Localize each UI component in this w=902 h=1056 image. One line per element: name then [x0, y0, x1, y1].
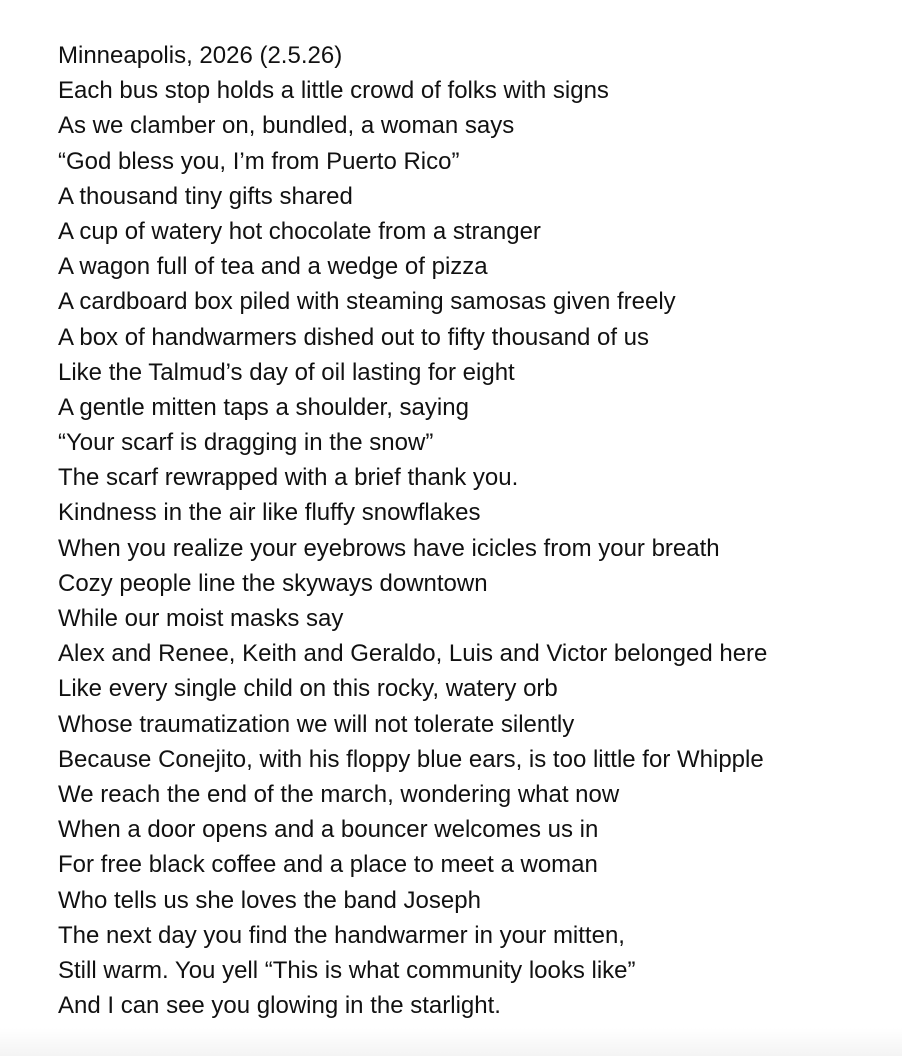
- poem-line-19: Whose traumatization we will not tolerate silently: [58, 710, 575, 738]
- poem-line-17: Alex and Renee, Keith and Geraldo, Luis and Victor belonged here: [58, 640, 768, 668]
- poem-line-16: While our moist masks say: [58, 605, 344, 632]
- poem-line-8: A box of handwarmers dished out to fifty thousand of us: [58, 323, 650, 351]
- poem-line-20: Because Conejito, with his floppy blue ears, is too little for Whipple: [58, 745, 764, 773]
- poem-line-25: The next day you find the handwarmer in your mitten,: [58, 921, 625, 949]
- poem-line-4: A thousand tiny gifts shared: [58, 182, 353, 210]
- poem-line-21: We reach the end of the march, wondering what now: [58, 780, 620, 808]
- poem-line-1: Each bus stop holds a little crowd of folks with signs: [58, 77, 609, 105]
- poem-line-11: “Your scarf is dragging in the snow”: [58, 429, 434, 457]
- poem-line-14: When you realize your eyebrows have icicles from your breath: [58, 534, 720, 562]
- poem-line-5: A cup of watery hot chocolate from a stranger: [58, 217, 541, 245]
- poem-line-15: Cozy people line the skyways downtown: [58, 569, 488, 597]
- poem-line-22: When a door opens and a bouncer welcomes us in: [58, 816, 599, 844]
- poem-line-13: Kindness in the air like fluffy snowflakes: [58, 499, 481, 527]
- poem-line-18: Like every single child on this rocky, watery orb: [58, 675, 558, 703]
- poem-line-7: A cardboard box piled with steaming samosas given freely: [58, 288, 676, 316]
- poem-line-27: And I can see you glowing in the starlight.: [58, 992, 501, 1020]
- poem-line-2: As we clamber on, bundled, a woman says: [58, 112, 515, 140]
- poem-line-23: For free black coffee and a place to meet a woman: [58, 851, 598, 879]
- poem-line-26: Still warm. You yell “This is what community looks like”: [58, 956, 636, 984]
- poem-line-24: Who tells us she loves the band Joseph: [58, 886, 481, 914]
- poem-line-3: “God bless you, I’m from Puerto Rico”: [58, 147, 460, 175]
- poem-line-10: A gentle mitten taps a shoulder, saying: [58, 393, 469, 421]
- poem-body: [58, 38, 898, 1023]
- poem-line-6: A wagon full of tea and a wedge of pizza: [58, 253, 488, 281]
- page-bottom-edge: [0, 1028, 902, 1056]
- poem-title: Minneapolis, 2026 (2.5.26): [58, 42, 343, 69]
- poem-line-9: Like the Talmud’s day of oil lasting for eight: [58, 358, 515, 386]
- poem-line-12: The scarf rewrapped with a brief thank you.: [58, 464, 519, 492]
